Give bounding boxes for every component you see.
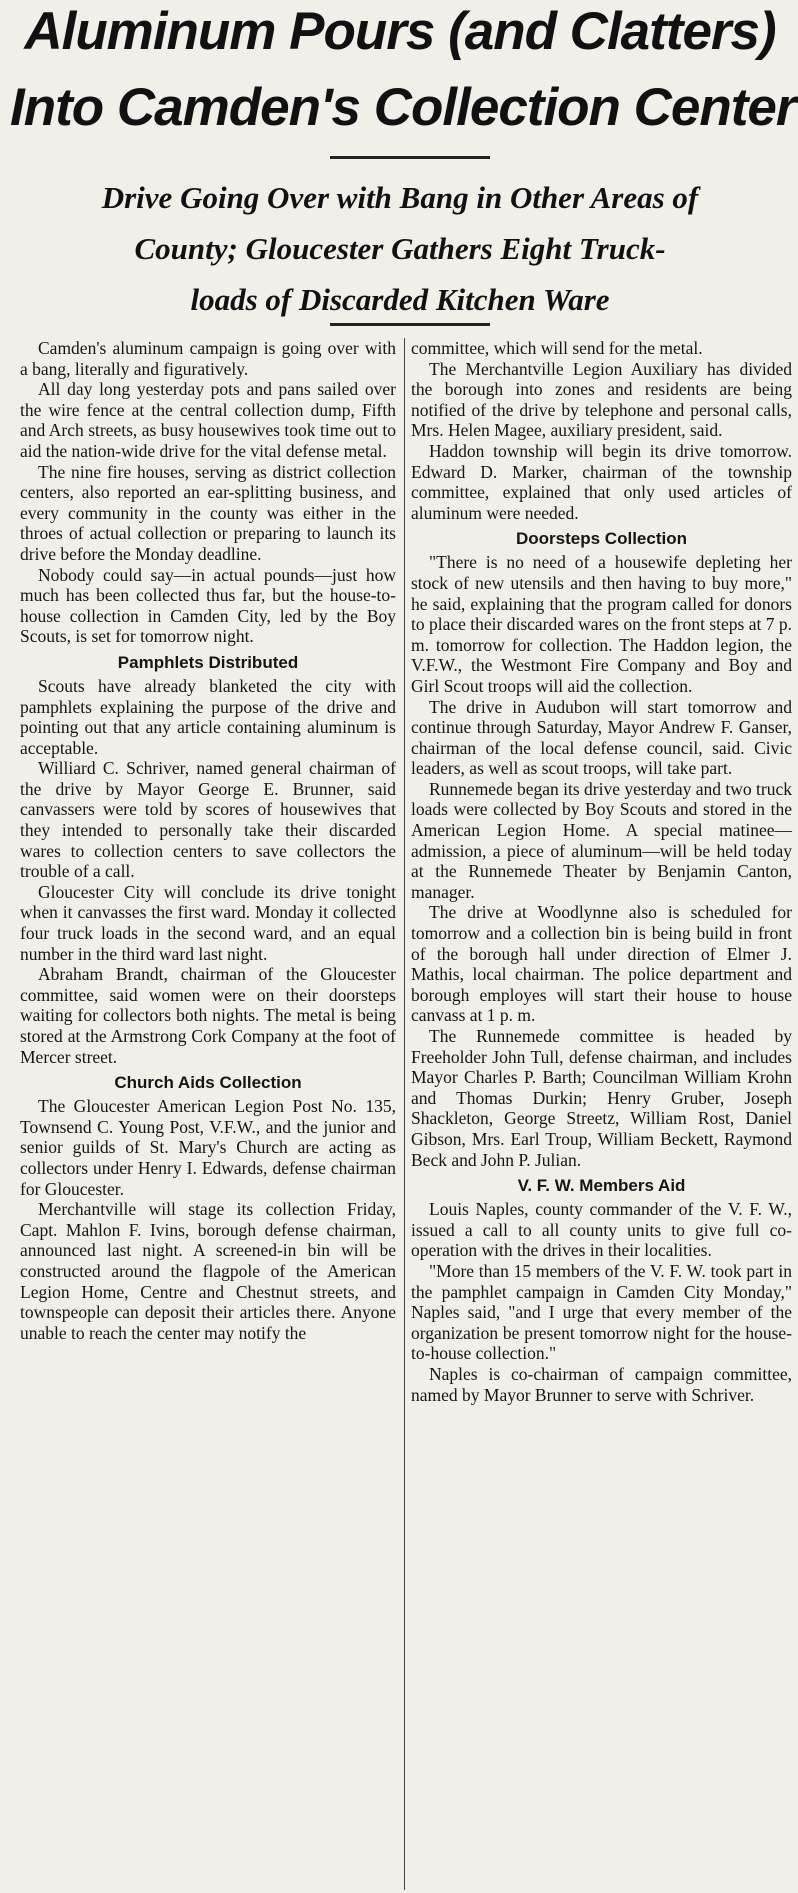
headline-line-1: Aluminum Pours (and Clatters) [24,2,776,61]
deck-line-1: Drive Going Over with Bang in Other Areas of [101,180,699,215]
paragraph: The nine fire houses, serving as district collection centers, also reported an ear-splitting business, and every community in the county was either in the throes of actual collection or preparing to launch its drive before the Monday deadline. [20,461,396,564]
paragraph: Gloucester City will conclude its drive tonight when it canvasses the first ward. Monday it collected four truck loads in the second ward, and an equal number in the third ward last night. [20,881,396,964]
subhead-church: Church Aids Collection [114,1073,302,1093]
deck-line-3: loads of Discarded Kitchen Ware [190,282,610,317]
article-column-left [20,338,396,1343]
subhead-vfw: V. F. W. Members Aid [517,1176,686,1196]
paragraph: The Merchantville Legion Auxiliary has divided the borough into zones and residents are being notified of the drive by telephone and personal calls, Mrs. Helen Magee, auxiliary president, said. [411,358,792,441]
paragraph: committee, which will send for the metal. [411,338,703,358]
paragraph: Runnemede began its drive yesterday and two truck loads were collected by Boy Scouts and stored in the American Legion Home. A special matinee—admission, a piece of aluminum—will be held today at the Runnemede Theater by Benjamin Canton, manager. [411,778,793,902]
paragraph: Louis Naples, county commander of the V. F. W., issued a call to all county units to give full co-operation with the drives in their localities. [411,1199,792,1261]
paragraph: Williard C. Schriver, named general chairman of the drive by Mayor George E. Brunner, said canvassers were told by scores of housewives that they intended to personally take their discarded wares to collection centers to save collectors the trouble of a call. [20,758,396,882]
paragraph: The drive in Audubon will start tomorrow and continue through Saturday, Mayor Andrew F. Ganser, chairman of the local defense council, said. Civic leaders, as well as scout troops, will take part. [411,696,792,779]
subhead-pamphlets: Pamphlets Distributed [117,652,299,672]
column-divider [404,338,405,1890]
deck-divider [330,323,490,326]
paragraph: Naples is co-chairman of campaign committee, named by Mayor Brunner to serve with Schriver. [411,1363,792,1405]
article-column-right [411,338,792,1405]
paragraph: The drive at Woodlynne also is scheduled for tomorrow and a collection bin is being build in front of the borough hall under direction of Elmer J. Mathis, local chairman. The police department and borough employes will start their house to house canvass at 1 p. m. [411,902,792,1026]
paragraph: Scouts have already blanketed the city with pamphlets explaining the purpose of the drive and pointing out that any article containing aluminum is acceptable. [20,675,396,758]
paragraph: Merchantville will stage its collection Friday, Capt. Mahlon F. Ivins, borough defense chairman, announced last night. A screened-in bin will be constructed around the flagpole of the American Legion Home, Centre and Chestnut streets, and townspeople can deposit their articles there. Anyone unable to reach the center may notify the [20,1199,396,1343]
paragraph: "There is no need of a housewife depleting her stock of new utensils and then having to buy more," he said, explaining that the program called for donors to place their discarded wares on the front steps at 7 p. m. tomorrow for collection. The Haddon legion, the V.F.W., the Westmont Fire Company and Boy and Girl Scout troops will aid the collection. [411,552,792,696]
headline-line-2: Into Camden's Collection Center [10,78,796,137]
paragraph: The Gloucester American Legion Post No. 135, Townsend C. Young Post, V.F.W., and the junior and senior guilds of St. Mary's Church are acting as collectors under Henry I. Edwards, defense chairman for Gloucester. [20,1096,396,1199]
paragraph: Camden's aluminum campaign is going over with a bang, literally and figuratively. [20,338,396,379]
paragraph: Abraham Brandt, chairman of the Gloucester committee, said women were on their doorsteps waiting for collectors both nights. The metal is being stored at the Armstrong Cork Company at the foot of Mercer street. [20,964,396,1067]
paragraph: Haddon township will begin its drive tomorrow. Edward D. Marker, chairman of the township committee, explained that only used articles of aluminum were needed. [411,440,792,523]
paragraph: All day long yesterday pots and pans sailed over the wire fence at the central collection dump, Fifth and Arch streets, as busy housewives took time out to aid the nation-wide drive for the vital defense metal. [20,379,396,461]
headline-divider [330,156,490,159]
paragraph: The Runnemede committee is headed by Freeholder John Tull, defense chairman, and includes Mayor Charles P. Barth; Councilman William Krohn and Thomas Durkin; Henry Gruber, Joseph Shackleton, George Streetz, William Rost, Daniel Gibson, Mrs. Earl Troup, William Beckett, Raymond Beck and John P. Julian. [411,1026,792,1170]
subhead-doorsteps: Doorsteps Collection [516,529,687,549]
paragraph: "More than 15 members of the V. F. W. took part in the pamphlet campaign in Camden City Monday," Naples said, "and I urge that every member of the organization be present tomorrow night for the house-to-house collection." [411,1260,792,1364]
paragraph: Nobody could say—in actual pounds—just how much has been collected thus far, but the house-to-house collection in Camden City, led by the Boy Scouts, is set for tomorrow night. [20,564,396,647]
deck-line-2: County; Gloucester Gathers Eight Truck- [134,231,666,266]
